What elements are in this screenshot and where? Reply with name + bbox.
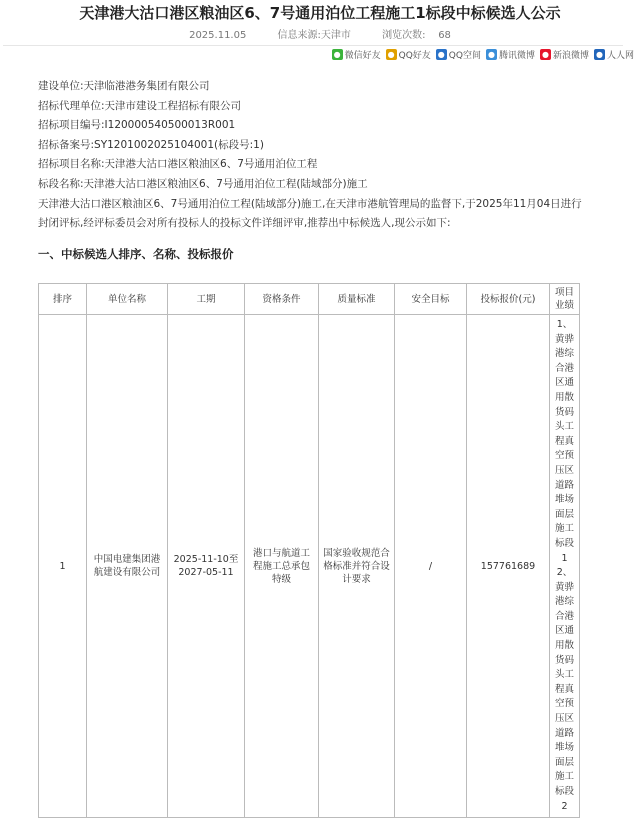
share-renren[interactable]: ● 人人网 — [595, 50, 634, 61]
qzone-icon: ● — [436, 49, 447, 60]
view-count-label: 浏览次数: 68 — [382, 30, 451, 41]
column-header: 项目业绩 — [550, 284, 580, 315]
table-cell: 中国电建集团港航建设有限公司 — [87, 315, 168, 818]
notice-info — [38, 77, 588, 234]
column-header: 质量标准 — [319, 284, 395, 315]
share-tencent-weibo[interactable]: ● 腾讯微博 — [487, 50, 535, 61]
table-cell: 2025-11-10至2027-05-11 — [168, 315, 245, 818]
column-header: 投标报价(元) — [467, 284, 550, 315]
qq-icon: ● — [386, 49, 397, 60]
table-cell: 157761689 — [467, 315, 550, 818]
column-header: 安全目标 — [395, 284, 467, 315]
column-header: 工期 — [168, 284, 245, 315]
info-source: 信息来源:天津市 — [277, 30, 351, 41]
share-qzone[interactable]: ● QQ空间 — [437, 50, 481, 61]
section-heading: 一、中标候选人排序、名称、投标报价 — [38, 247, 234, 261]
table-row — [39, 315, 580, 818]
share-qq[interactable]: ● QQ好友 — [387, 50, 431, 61]
table-cell: 1、黄骅港综合港区通用散货码头工程真空预压区道路堆场面层施工标段1 2、黄骅港综合港区通用散货码头工程真空预压区道路堆场面层施工标段2 — [550, 315, 580, 818]
info-line: 招标项目名称:天津港大沽口港区粮油区6、7号通用泊位工程 — [38, 158, 318, 171]
share-wechat[interactable]: ● 微信好友 — [333, 50, 381, 61]
table-header-row — [39, 284, 580, 315]
divider — [3, 45, 623, 46]
info-line: 标段名称:天津港大沽口港区粮油区6、7号通用泊位工程(陆域部分)施工 — [38, 177, 368, 190]
tencent-weibo-icon: ● — [486, 49, 497, 60]
view-count: 68 — [438, 30, 451, 41]
renren-icon: ● — [594, 49, 605, 60]
info-line: 招标代理单位:天津市建设工程招标有限公司 — [38, 99, 242, 112]
column-header: 单位名称 — [87, 284, 168, 315]
info-line: 建设单位:天津临港港务集团有限公司 — [38, 80, 210, 92]
wechat-icon: ● — [332, 49, 343, 60]
info-line: 天津港大沽口港区粮油区6、7号通用泊位工程(陆域部分)施工,在天津市港航管理局的监督下,于2025年11月04日进行封闭评标,经评标委员会对所有投标人的投标文件详细评审,推荐出中标候选人,现公示如下: — [38, 197, 582, 230]
publish-date: 2025.11.05 — [189, 30, 247, 41]
sina-weibo-icon: ● — [540, 49, 551, 60]
column-header: 排序 — [39, 284, 87, 315]
page-title: 天津港大沽口港区粮油区6、7号通用泊位工程施工1标段中标候选人公示 — [79, 4, 561, 22]
share-sina-weibo[interactable]: ● 新浪微博 — [541, 50, 589, 61]
table-cell: 国家验收规范合格标准并符合设计要求 — [319, 315, 395, 818]
info-line: 招标备案号:SY1201002025104001(标段号:1) — [38, 138, 264, 151]
table-cell: 1 — [39, 315, 87, 818]
column-header: 资格条件 — [245, 284, 319, 315]
candidate-table — [38, 283, 580, 818]
table-cell: 港口与航道工程施工总承包特级 — [245, 315, 319, 818]
info-line: 招标项目编号:I120000540500013R001 — [38, 119, 236, 132]
table-cell: / — [395, 315, 467, 818]
share-bar — [332, 48, 634, 61]
article-meta — [0, 26, 640, 41]
